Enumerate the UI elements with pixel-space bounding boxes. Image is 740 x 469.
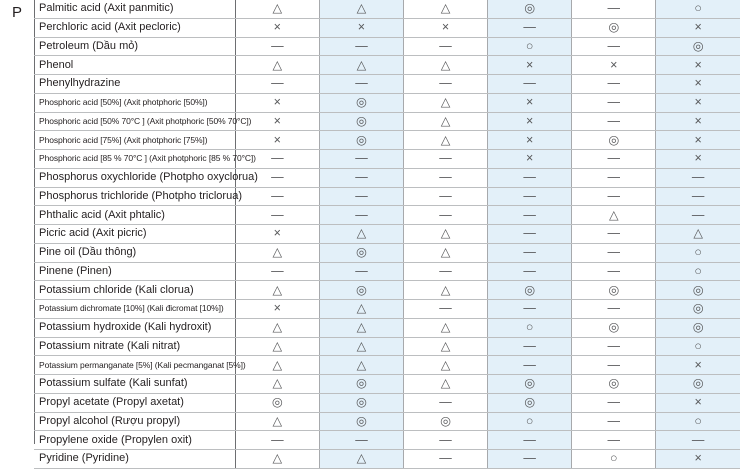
rating-cell: ○ [656, 243, 740, 262]
rating-cell: × [235, 225, 319, 244]
rating-cell: △ [404, 281, 488, 300]
rating-cell: △ [319, 450, 403, 469]
rating-cell: × [319, 18, 403, 37]
rating-cell: × [235, 300, 319, 319]
rating-cell: — [656, 431, 740, 450]
rating-cell: × [488, 150, 572, 169]
rating-cell: △ [404, 93, 488, 112]
rating-cell: — [572, 0, 656, 18]
rating-cell: — [319, 150, 403, 169]
rating-cell: — [488, 262, 572, 281]
rating-cell: ◎ [656, 318, 740, 337]
rating-cell: △ [319, 356, 403, 375]
rating-cell: ◎ [319, 243, 403, 262]
rating-cell: ◎ [488, 375, 572, 394]
rating-cell: △ [235, 412, 319, 431]
table-row [34, 412, 740, 431]
rating-cell: △ [404, 56, 488, 75]
rating-cell: — [572, 243, 656, 262]
chemical-name: Potassium permanganate [5%] (Kali pecmanganat [5%]) [34, 356, 235, 375]
rating-cell: — [488, 450, 572, 469]
rating-cell: △ [319, 300, 403, 319]
table-row [34, 150, 740, 169]
chemical-name: Phosphoric acid [50% 70°C ] (Axit photphoric [50% 70°C]) [34, 112, 235, 131]
rating-cell: — [319, 431, 403, 450]
rating-cell: ○ [656, 337, 740, 356]
rating-cell: — [319, 206, 403, 225]
rating-cell: △ [404, 243, 488, 262]
table-row [34, 37, 740, 56]
section-letter: P [11, 4, 22, 21]
rating-cell: △ [235, 337, 319, 356]
rating-cell: ○ [656, 262, 740, 281]
rating-cell: ◎ [319, 375, 403, 394]
rating-cell: × [235, 131, 319, 150]
rating-cell: — [235, 37, 319, 56]
chemical-name: Phosphoric acid [85 % 70°C ] (Axit photphoric [85 % 70°C]) [34, 150, 235, 169]
rating-cell: △ [235, 356, 319, 375]
table-row [34, 18, 740, 37]
chemical-name: Propylene oxide (Propylen oxit) [34, 431, 235, 450]
rating-cell: ◎ [656, 375, 740, 394]
chemical-name: Phosphoric acid [75%] (Axit photphoric [75%]) [34, 131, 235, 150]
rating-cell: × [488, 56, 572, 75]
rating-cell: — [404, 150, 488, 169]
rating-cell: × [656, 93, 740, 112]
rating-cell: — [404, 187, 488, 206]
rating-cell: — [488, 75, 572, 94]
rating-cell: ◎ [404, 412, 488, 431]
rating-cell: △ [404, 131, 488, 150]
rating-cell: ◎ [572, 18, 656, 37]
rating-cell: — [572, 112, 656, 131]
rating-cell: ◎ [235, 393, 319, 412]
rating-cell: — [572, 93, 656, 112]
table-row [34, 281, 740, 300]
rating-cell: — [572, 412, 656, 431]
section-gutter [0, 0, 35, 444]
table-body [34, 0, 740, 468]
rating-cell: — [235, 168, 319, 187]
rating-cell: △ [404, 0, 488, 18]
rating-cell: — [235, 150, 319, 169]
rating-cell: — [572, 356, 656, 375]
rating-cell: — [572, 300, 656, 319]
chemical-name: Picric acid (Axit picric) [34, 225, 235, 244]
chemical-name: Petroleum (Dầu mỏ) [34, 37, 235, 56]
rating-cell: — [488, 300, 572, 319]
table-row [34, 356, 740, 375]
rating-cell: △ [404, 318, 488, 337]
rating-cell: ◎ [656, 281, 740, 300]
rating-cell: △ [572, 206, 656, 225]
rating-cell: — [319, 262, 403, 281]
rating-cell: ◎ [656, 300, 740, 319]
rating-cell: ◎ [572, 318, 656, 337]
rating-cell: ◎ [572, 281, 656, 300]
rating-cell: — [572, 37, 656, 56]
chemical-name: Phosphoric acid [50%] (Axit photphoric [50%]) [34, 93, 235, 112]
rating-cell: — [572, 168, 656, 187]
rating-cell: — [235, 262, 319, 281]
rating-cell: — [488, 356, 572, 375]
rating-cell: ◎ [319, 412, 403, 431]
rating-cell: — [488, 431, 572, 450]
rating-cell: ◎ [319, 93, 403, 112]
table-row [34, 375, 740, 394]
rating-cell: △ [404, 356, 488, 375]
table-row [34, 318, 740, 337]
rating-cell: △ [319, 56, 403, 75]
rating-cell: ◎ [656, 37, 740, 56]
rating-cell: — [572, 393, 656, 412]
rating-cell: — [235, 187, 319, 206]
rating-cell: × [235, 18, 319, 37]
rating-cell: — [572, 262, 656, 281]
rating-cell: △ [235, 450, 319, 469]
table-row [34, 225, 740, 244]
table-row [34, 93, 740, 112]
rating-cell: — [572, 187, 656, 206]
chemical-name: Potassium sulfate (Kali sunfat) [34, 375, 235, 394]
rating-cell: × [656, 18, 740, 37]
rating-cell: △ [404, 112, 488, 131]
chemical-resistance-table [34, 0, 740, 469]
rating-cell: — [404, 300, 488, 319]
table-row [34, 450, 740, 469]
rating-cell: △ [319, 225, 403, 244]
table-row [34, 300, 740, 319]
rating-cell: ○ [488, 37, 572, 56]
rating-cell: △ [235, 243, 319, 262]
rating-cell: — [319, 37, 403, 56]
table-row [34, 431, 740, 450]
rating-cell: — [235, 75, 319, 94]
chemical-name: Potassium nitrate (Kali nitrat) [34, 337, 235, 356]
rating-cell: — [572, 225, 656, 244]
rating-cell: × [404, 18, 488, 37]
rating-cell: △ [235, 375, 319, 394]
rating-cell: — [404, 37, 488, 56]
rating-cell: ○ [656, 412, 740, 431]
rating-cell: △ [235, 56, 319, 75]
rating-cell: — [404, 262, 488, 281]
rating-cell: — [488, 225, 572, 244]
rating-cell: — [572, 75, 656, 94]
rating-cell: △ [319, 0, 403, 18]
rating-cell: △ [319, 318, 403, 337]
chemical-name: Perchloric acid (Axit pecloric) [34, 18, 235, 37]
table-row [34, 75, 740, 94]
rating-cell: × [656, 393, 740, 412]
rating-cell: ○ [656, 0, 740, 18]
rating-cell: △ [404, 225, 488, 244]
chemical-name: Palmitic acid (Axit panmitic) [34, 0, 235, 18]
rating-cell: ○ [572, 450, 656, 469]
rating-cell: ◎ [319, 131, 403, 150]
table-row [34, 56, 740, 75]
chemical-name: Phosphorus oxychloride (Photpho oxyclorua) [34, 168, 235, 187]
rating-cell: ◎ [488, 393, 572, 412]
rating-cell: — [319, 187, 403, 206]
chemical-name: Propyl alcohol (Rượu propyl) [34, 412, 235, 431]
rating-cell: ◎ [488, 281, 572, 300]
rating-cell: △ [235, 318, 319, 337]
chemical-name: Propyl acetate (Propyl axetat) [34, 393, 235, 412]
rating-cell: ◎ [572, 131, 656, 150]
rating-cell: ◎ [488, 0, 572, 18]
rating-cell: △ [235, 281, 319, 300]
rating-cell: — [572, 431, 656, 450]
chemical-name: Phthalic acid (Axit phtalic) [34, 206, 235, 225]
rating-cell: × [488, 112, 572, 131]
rating-cell: — [404, 393, 488, 412]
chemical-name: Pinene (Pinen) [34, 262, 235, 281]
rating-cell: — [235, 206, 319, 225]
table-row [34, 0, 740, 18]
rating-cell: — [319, 168, 403, 187]
rating-cell: — [656, 187, 740, 206]
rating-cell: — [235, 431, 319, 450]
rating-cell: △ [404, 375, 488, 394]
rating-cell: × [656, 150, 740, 169]
rating-cell: — [488, 337, 572, 356]
chemical-name: Potassium chloride (Kali clorua) [34, 281, 235, 300]
rating-cell: × [656, 356, 740, 375]
rating-cell: — [404, 206, 488, 225]
rating-cell: — [656, 206, 740, 225]
chemical-name: Phenylhydrazine [34, 75, 235, 94]
rating-cell: — [572, 150, 656, 169]
rating-cell: × [572, 56, 656, 75]
rating-cell: ◎ [319, 393, 403, 412]
rating-cell: × [488, 93, 572, 112]
rating-cell: — [488, 168, 572, 187]
rating-cell: ○ [488, 318, 572, 337]
rating-cell: ◎ [319, 281, 403, 300]
chemical-name: Potassium dichromate [10%] (Kali đicromat [10%]) [34, 300, 235, 319]
chemical-name: Phosphorus trichloride (Photpho triclorua) [34, 187, 235, 206]
rating-cell: — [488, 18, 572, 37]
rating-cell: — [404, 168, 488, 187]
chemical-name: Pyridine (Pyridine) [34, 450, 235, 469]
table-row [34, 168, 740, 187]
table-row [34, 206, 740, 225]
rating-cell: ◎ [572, 375, 656, 394]
table-row [34, 337, 740, 356]
table-row [34, 243, 740, 262]
rating-cell: × [656, 75, 740, 94]
rating-cell: △ [235, 0, 319, 18]
rating-cell: × [235, 93, 319, 112]
rating-cell: — [488, 243, 572, 262]
rating-cell: × [656, 56, 740, 75]
rating-cell: — [488, 206, 572, 225]
chemical-name: Potassium hydroxide (Kali hydroxit) [34, 318, 235, 337]
chemical-name: Phenol [34, 56, 235, 75]
table-row [34, 393, 740, 412]
chemical-name: Pine oil (Dầu thông) [34, 243, 235, 262]
rating-cell: — [404, 450, 488, 469]
rating-cell: × [656, 450, 740, 469]
rating-cell: — [404, 75, 488, 94]
rating-cell: △ [656, 225, 740, 244]
rating-cell: △ [319, 337, 403, 356]
rating-cell: — [404, 431, 488, 450]
rating-cell: × [235, 112, 319, 131]
table-row [34, 131, 740, 150]
rating-cell: — [656, 168, 740, 187]
table-row [34, 262, 740, 281]
table-row [34, 112, 740, 131]
rating-cell: × [656, 112, 740, 131]
rating-cell: — [572, 337, 656, 356]
rating-cell: × [656, 131, 740, 150]
rating-cell: ○ [488, 412, 572, 431]
rating-cell: △ [404, 337, 488, 356]
rating-cell: ◎ [319, 112, 403, 131]
rating-cell: × [488, 131, 572, 150]
rating-cell: — [488, 187, 572, 206]
rating-cell: — [319, 75, 403, 94]
table-row [34, 187, 740, 206]
